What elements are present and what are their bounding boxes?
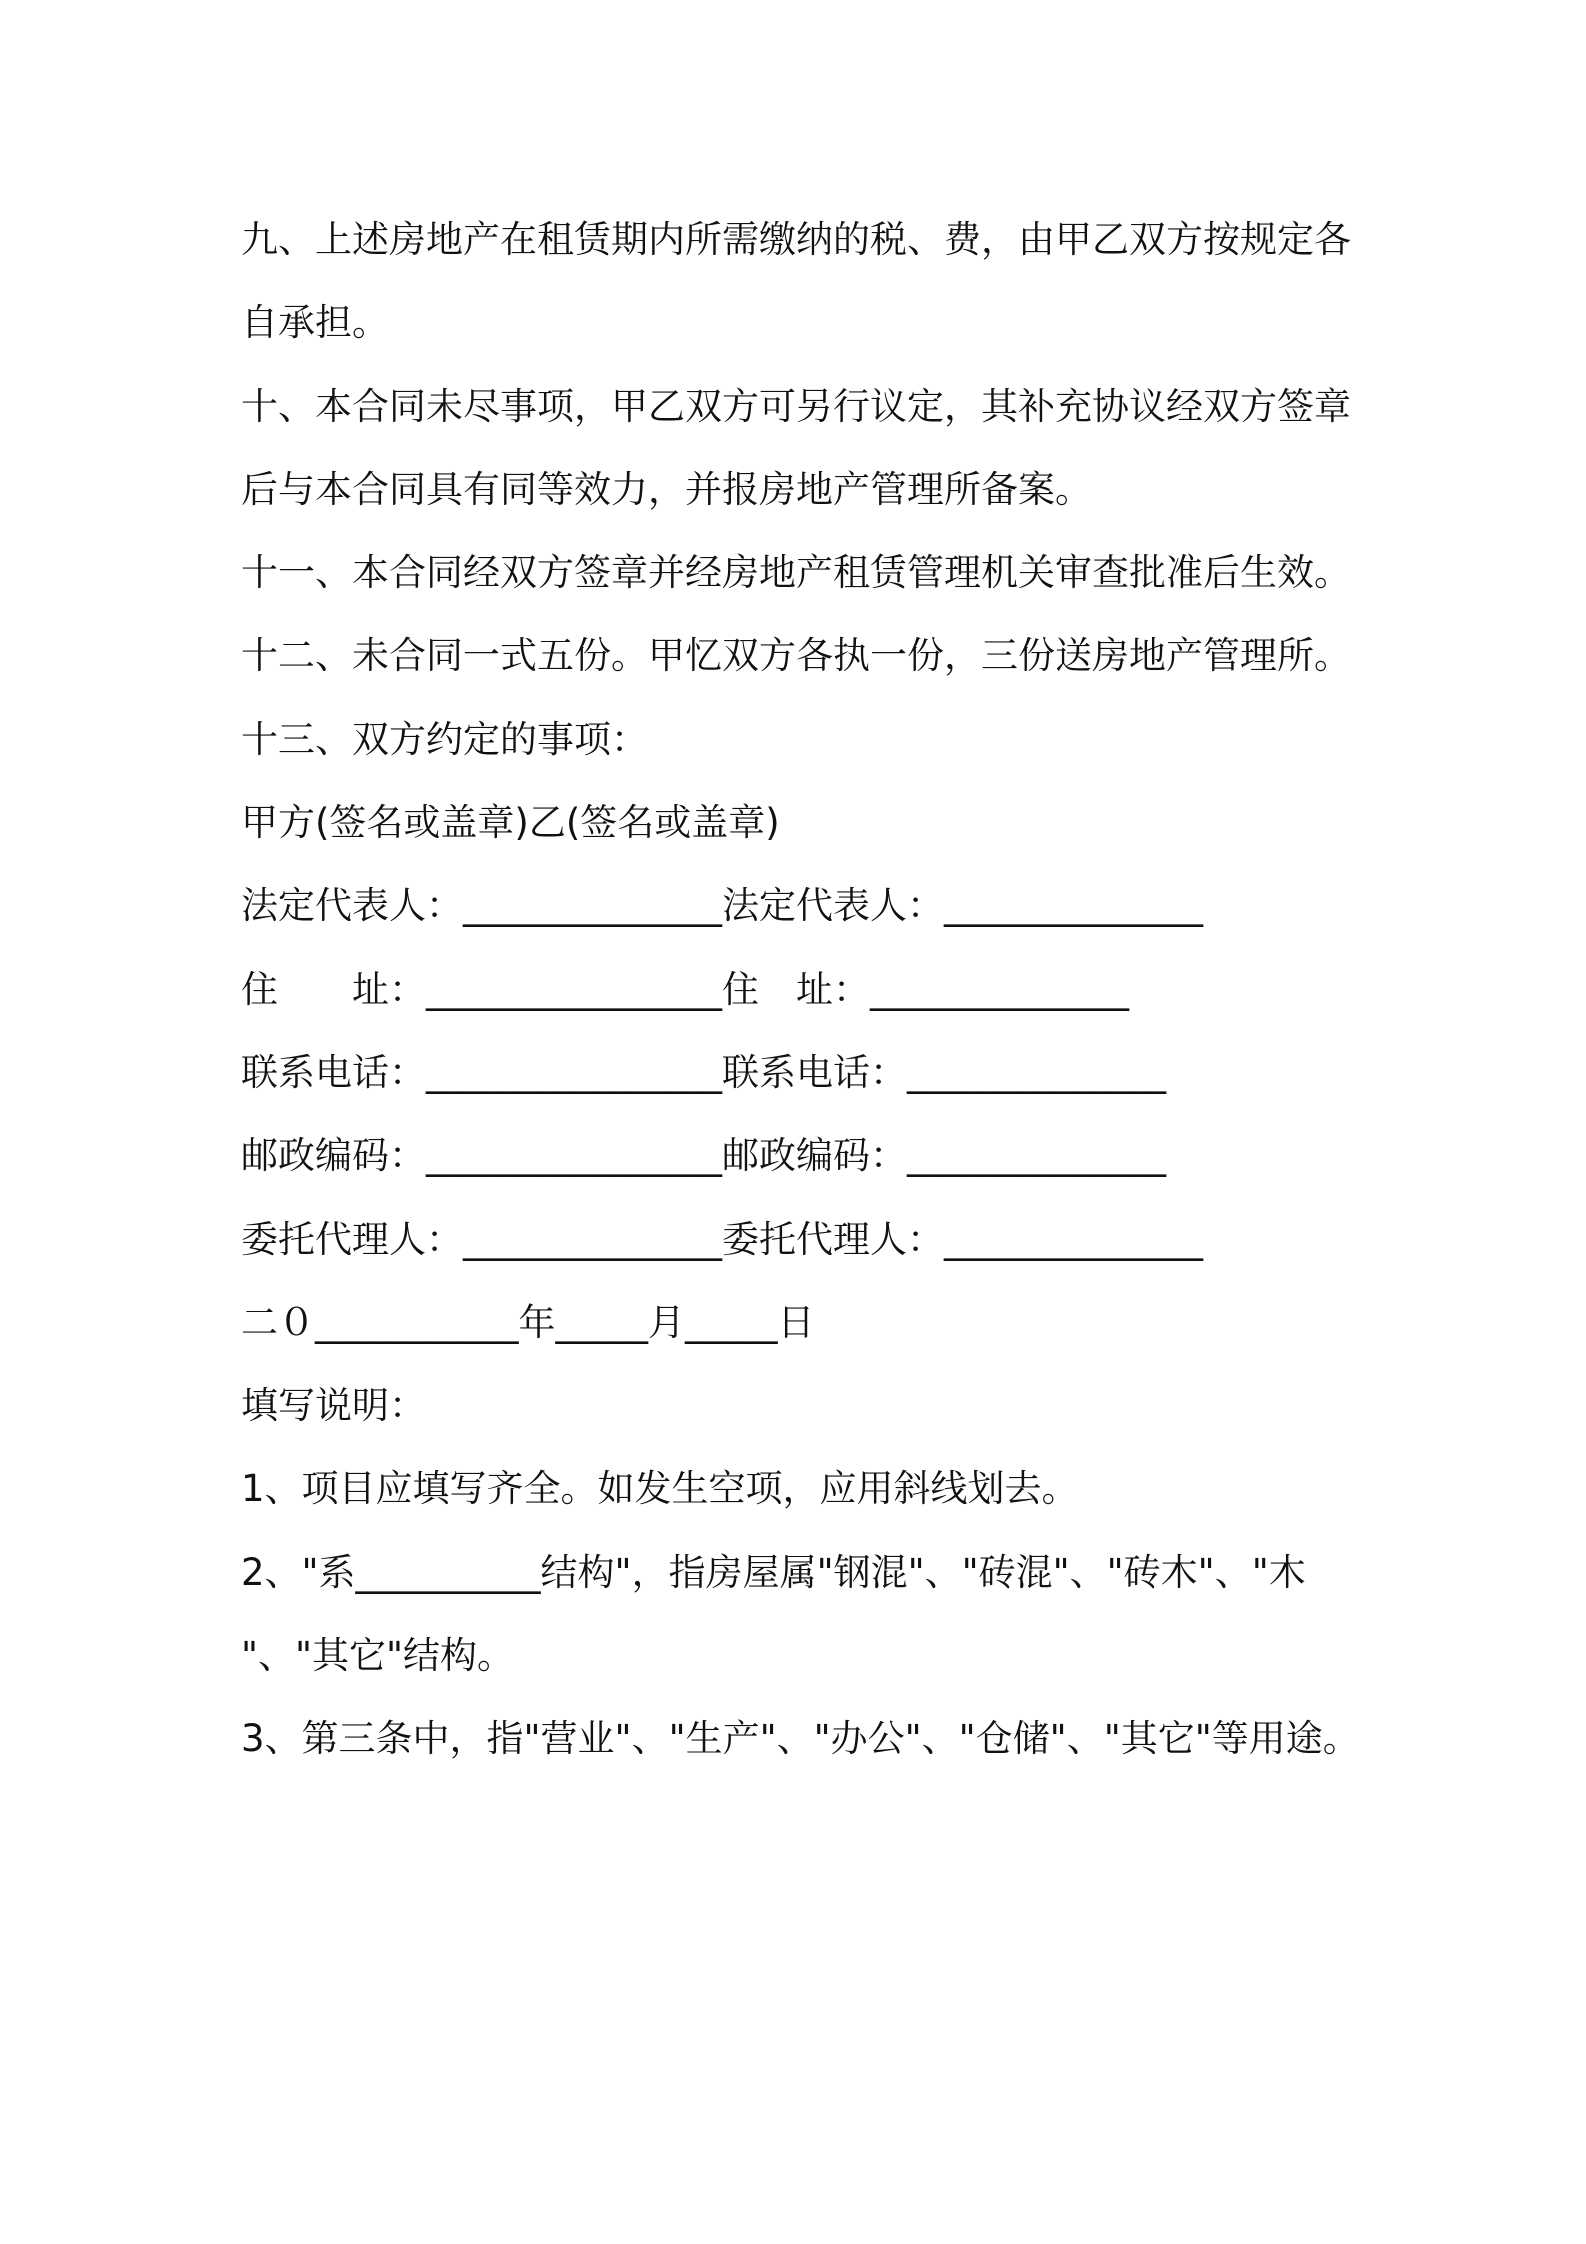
clause-13: 十三、双方约定的事项： [241,717,648,761]
clause-9-line-1: 九、上述房地产在租赁期内所需缴纳的税、费，由甲乙双方按规定各 [241,218,1351,261]
signature-header: 甲方(签名或盖章)乙(签名或盖章) [241,801,780,845]
instruction-2-line-2: "、"其它"结构。 [241,1634,515,1678]
instruction-1: 1、项目应填写齐全。如发生空项，应用斜线划去。 [241,1467,1079,1511]
clause-11: 十一、本合同经双方签章并经房地产租赁管理机关审查批准后生效。 [241,551,1351,595]
clause-10-line-2: 后与本合同具有同等效力，并报房地产管理所备案。 [241,467,1092,511]
date-line: 二０___________年_____月_____日 [241,1300,815,1344]
clause-10-line-1: 十、本合同未尽事项，甲乙双方可另行议定，其补充协议经双方签章 [241,384,1351,428]
instruction-3: 3、第三条中，指"营业"、"生产"、"办公"、"仓储"、"其它"等用途。 [241,1717,1360,1761]
instructions-heading: 填写说明： [241,1384,426,1428]
agent-line: 委托代理人：______________委托代理人：______________ [241,1217,1203,1261]
document-body [241,198,1361,1781]
legal-representative-line: 法定代表人：______________法定代表人：______________ [241,884,1203,928]
address-line: 住 址：________________住 址：______________ [241,967,1129,1011]
instruction-2-line-1: 2、"系__________结构"，指房屋属"钢混"、"砖混"、"砖木"、"木 [241,1550,1306,1594]
postal-code-line: 邮政编码：________________邮政编码：______________ [241,1134,1166,1178]
phone-line: 联系电话：________________联系电话：______________ [241,1050,1166,1094]
clause-12: 十二、未合同一式五份。甲忆双方各执一份，三份送房地产管理所。 [241,634,1351,678]
clause-9-line-2: 自承担。 [241,301,389,345]
